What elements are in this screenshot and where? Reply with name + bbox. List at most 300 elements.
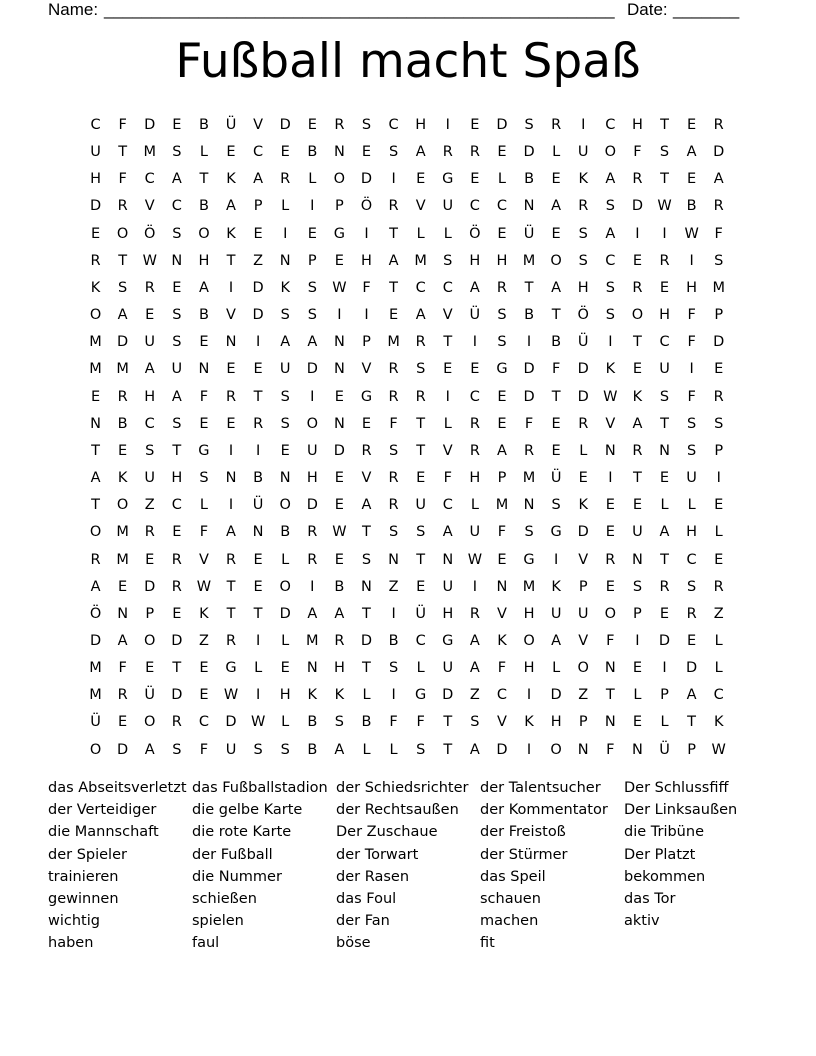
grid-letter[interactable]: S: [388, 442, 399, 459]
grid-letter[interactable]: N: [442, 551, 454, 568]
grid-letter[interactable]: I: [689, 252, 694, 269]
grid-letter[interactable]: O: [144, 632, 156, 649]
grid-letter[interactable]: I: [310, 198, 315, 215]
grid-letter[interactable]: S: [497, 307, 507, 324]
grid-letter[interactable]: F: [443, 470, 452, 487]
grid-letter[interactable]: P: [335, 198, 344, 215]
grid-letter[interactable]: A: [415, 144, 426, 161]
grid-letter[interactable]: L: [714, 524, 723, 541]
grid-letter[interactable]: A: [469, 632, 480, 649]
grid-letter[interactable]: N: [604, 442, 616, 459]
grid-letter[interactable]: S: [334, 714, 344, 731]
grid-letter[interactable]: F: [416, 714, 425, 731]
grid-letter[interactable]: R: [659, 252, 670, 269]
grid-letter[interactable]: C: [415, 632, 426, 649]
grid-letter[interactable]: Ö: [360, 198, 373, 215]
grid-letter[interactable]: G: [523, 551, 535, 568]
grid-letter[interactable]: I: [391, 605, 396, 622]
grid-letter[interactable]: S: [659, 144, 670, 161]
grid-letter[interactable]: G: [442, 171, 454, 188]
grid-letter[interactable]: V: [496, 714, 507, 731]
grid-letter[interactable]: I: [662, 225, 667, 242]
grid-letter[interactable]: N: [388, 551, 399, 568]
grid-letter[interactable]: V: [198, 551, 209, 568]
grid-letter[interactable]: D: [306, 497, 318, 514]
grid-letter[interactable]: C: [686, 551, 697, 568]
grid-letter[interactable]: U: [144, 470, 156, 487]
grid-letter[interactable]: H: [361, 252, 372, 269]
grid-letter[interactable]: V: [253, 117, 264, 133]
grid-letter[interactable]: E: [714, 551, 724, 568]
grid-letter[interactable]: P: [687, 741, 696, 758]
grid-letter[interactable]: A: [307, 334, 318, 351]
grid-letter[interactable]: F: [714, 225, 723, 242]
grid-letter[interactable]: R: [280, 171, 291, 188]
grid-letter[interactable]: S: [632, 578, 643, 595]
grid-letter[interactable]: S: [307, 307, 317, 324]
grid-letter[interactable]: S: [253, 741, 263, 758]
grid-letter[interactable]: T: [416, 551, 426, 568]
grid-letter[interactable]: P: [633, 605, 642, 622]
grid-letter[interactable]: E: [226, 144, 236, 161]
grid-letter[interactable]: R: [659, 578, 670, 595]
grid-letter[interactable]: D: [686, 660, 698, 677]
grid-letter[interactable]: B: [253, 470, 264, 487]
grid-letter[interactable]: B: [198, 117, 209, 133]
grid-letter[interactable]: E: [714, 361, 724, 378]
grid-letter[interactable]: L: [254, 660, 263, 677]
grid-letter[interactable]: Ü: [523, 225, 535, 242]
grid-letter[interactable]: E: [334, 551, 344, 568]
grid-letter[interactable]: K: [280, 279, 290, 296]
grid-letter[interactable]: S: [659, 388, 670, 405]
grid-letter[interactable]: T: [660, 551, 669, 568]
grid-letter[interactable]: A: [469, 741, 480, 758]
grid-letter[interactable]: S: [605, 307, 615, 324]
grid-letter[interactable]: A: [334, 605, 345, 622]
grid-letter[interactable]: E: [199, 415, 209, 432]
grid-letter[interactable]: E: [334, 252, 344, 269]
grid-letter[interactable]: R: [388, 361, 399, 378]
grid-letter[interactable]: T: [362, 605, 371, 622]
grid-letter[interactable]: H: [577, 279, 589, 296]
grid-letter[interactable]: T: [416, 415, 426, 432]
grid-letter[interactable]: C: [171, 198, 182, 215]
grid-letter[interactable]: P: [145, 605, 155, 622]
grid-letter[interactable]: M: [89, 361, 102, 378]
grid-letter[interactable]: K: [713, 714, 724, 731]
grid-letter[interactable]: I: [255, 632, 261, 649]
grid-letter[interactable]: I: [445, 388, 450, 405]
grid-letter[interactable]: H: [415, 117, 427, 133]
grid-letter[interactable]: D: [360, 171, 373, 188]
grid-letter[interactable]: F: [118, 660, 127, 677]
grid-letter[interactable]: N: [171, 252, 183, 269]
grid-letter[interactable]: S: [524, 524, 534, 541]
grid-letter[interactable]: A: [307, 605, 318, 622]
grid-letter[interactable]: A: [171, 388, 182, 405]
grid-letter[interactable]: D: [577, 524, 589, 541]
grid-letter[interactable]: B: [388, 632, 399, 649]
grid-letter[interactable]: C: [496, 687, 508, 704]
grid-letter[interactable]: L: [497, 171, 506, 188]
grid-letter[interactable]: U: [659, 361, 670, 378]
grid-letter[interactable]: D: [144, 117, 156, 133]
grid-letter[interactable]: A: [334, 741, 345, 758]
grid-letter[interactable]: S: [551, 497, 561, 514]
grid-letter[interactable]: E: [307, 117, 317, 133]
grid-letter[interactable]: E: [118, 578, 128, 595]
grid-letter[interactable]: B: [307, 741, 318, 758]
grid-letter[interactable]: C: [442, 497, 453, 514]
grid-letter[interactable]: N: [523, 497, 535, 514]
grid-letter[interactable]: E: [632, 497, 642, 514]
grid-letter[interactable]: I: [364, 307, 369, 324]
grid-letter[interactable]: R: [253, 415, 264, 432]
grid-letter[interactable]: I: [635, 632, 640, 649]
grid-letter[interactable]: V: [415, 198, 426, 215]
grid-letter[interactable]: E: [687, 632, 697, 649]
grid-letter[interactable]: E: [280, 442, 290, 459]
grid-letter[interactable]: A: [686, 144, 697, 161]
grid-letter[interactable]: R: [496, 279, 507, 296]
grid-letter[interactable]: D: [496, 741, 508, 758]
grid-letter[interactable]: R: [578, 415, 589, 432]
grid-letter[interactable]: M: [143, 144, 156, 161]
grid-letter[interactable]: I: [662, 660, 667, 677]
grid-letter[interactable]: U: [144, 334, 156, 351]
grid-letter[interactable]: Z: [253, 252, 264, 269]
grid-letter[interactable]: H: [442, 605, 454, 622]
grid-letter[interactable]: R: [469, 144, 480, 161]
grid-letter[interactable]: D: [171, 632, 183, 649]
grid-letter[interactable]: N: [659, 442, 670, 459]
grid-letter[interactable]: K: [307, 687, 318, 704]
grid-letter[interactable]: E: [551, 415, 561, 432]
grid-letter[interactable]: N: [333, 361, 345, 378]
grid-letter[interactable]: H: [631, 117, 643, 133]
grid-letter[interactable]: U: [442, 660, 454, 677]
grid-letter[interactable]: E: [253, 361, 263, 378]
grid-letter[interactable]: H: [144, 388, 156, 405]
grid-letter[interactable]: P: [362, 334, 371, 351]
grid-letter[interactable]: M: [387, 334, 400, 351]
grid-letter[interactable]: I: [228, 279, 234, 296]
grid-letter[interactable]: O: [89, 741, 102, 758]
grid-letter[interactable]: E: [416, 578, 426, 595]
grid-letter[interactable]: A: [469, 660, 480, 677]
grid-letter[interactable]: E: [280, 144, 290, 161]
grid-letter[interactable]: E: [659, 470, 670, 487]
grid-letter[interactable]: E: [307, 225, 317, 242]
grid-letter[interactable]: E: [199, 687, 209, 704]
grid-letter[interactable]: L: [660, 497, 669, 514]
grid-letter[interactable]: N: [577, 741, 589, 758]
grid-letter[interactable]: R: [632, 442, 643, 459]
grid-letter[interactable]: D: [496, 117, 508, 133]
grid-letter[interactable]: G: [415, 687, 427, 704]
grid-letter[interactable]: E: [443, 361, 453, 378]
grid-letter[interactable]: H: [171, 470, 183, 487]
grid-letter[interactable]: D: [658, 632, 671, 649]
grid-letter[interactable]: T: [443, 334, 453, 351]
grid-letter[interactable]: W: [332, 279, 347, 296]
grid-letter[interactable]: K: [578, 171, 588, 188]
grid-letter[interactable]: C: [659, 334, 670, 351]
grid-letter[interactable]: P: [253, 198, 263, 215]
grid-letter[interactable]: A: [253, 171, 264, 188]
grid-letter[interactable]: G: [225, 660, 237, 677]
grid-letter[interactable]: I: [255, 442, 261, 459]
grid-letter[interactable]: T: [362, 660, 371, 677]
grid-letter[interactable]: N: [90, 415, 101, 432]
grid-letter[interactable]: M: [522, 252, 536, 269]
grid-letter[interactable]: I: [608, 334, 613, 351]
grid-letter[interactable]: T: [118, 252, 128, 269]
grid-letter[interactable]: B: [551, 334, 562, 351]
grid-letter[interactable]: N: [631, 551, 643, 568]
grid-letter[interactable]: I: [581, 117, 586, 133]
grid-letter[interactable]: Ü: [550, 470, 562, 487]
grid-letter[interactable]: H: [523, 660, 535, 677]
grid-letter[interactable]: D: [523, 144, 535, 161]
grid-letter[interactable]: I: [255, 687, 261, 704]
grid-letter[interactable]: W: [603, 388, 618, 405]
grid-letter[interactable]: M: [495, 497, 509, 514]
name-field[interactable]: ______________________________________________________: [104, 0, 615, 19]
grid-letter[interactable]: L: [416, 660, 425, 677]
grid-letter[interactable]: C: [496, 198, 508, 215]
grid-letter[interactable]: L: [362, 687, 371, 704]
grid-letter[interactable]: A: [117, 307, 128, 324]
grid-letter[interactable]: N: [279, 470, 291, 487]
grid-letter[interactable]: O: [631, 307, 644, 324]
grid-letter[interactable]: B: [334, 578, 345, 595]
grid-letter[interactable]: S: [388, 660, 399, 677]
grid-letter[interactable]: U: [577, 605, 589, 622]
grid-letter[interactable]: S: [714, 252, 724, 269]
grid-letter[interactable]: S: [524, 117, 534, 133]
grid-letter[interactable]: H: [659, 307, 670, 324]
grid-letter[interactable]: L: [714, 660, 723, 677]
grid-letter[interactable]: R: [117, 388, 128, 405]
grid-letter[interactable]: T: [253, 605, 263, 622]
grid-letter[interactable]: E: [470, 171, 480, 188]
grid-letter[interactable]: E: [118, 714, 128, 731]
grid-letter[interactable]: O: [550, 252, 562, 269]
grid-letter[interactable]: L: [281, 714, 290, 731]
grid-letter[interactable]: E: [253, 551, 263, 568]
grid-letter[interactable]: R: [388, 198, 399, 215]
grid-letter[interactable]: F: [497, 660, 507, 677]
grid-letter[interactable]: B: [524, 171, 535, 188]
grid-letter[interactable]: L: [281, 198, 290, 215]
grid-letter[interactable]: E: [361, 144, 372, 161]
grid-letter[interactable]: F: [687, 307, 696, 324]
grid-letter[interactable]: S: [172, 144, 182, 161]
grid-letter[interactable]: S: [578, 225, 588, 242]
grid-letter[interactable]: A: [117, 632, 128, 649]
grid-letter[interactable]: I: [526, 687, 532, 704]
grid-letter[interactable]: E: [172, 117, 182, 133]
grid-letter[interactable]: T: [172, 442, 182, 459]
grid-letter[interactable]: G: [442, 632, 454, 649]
grid-letter[interactable]: H: [306, 470, 318, 487]
grid-letter[interactable]: E: [145, 660, 155, 677]
grid-letter[interactable]: R: [144, 279, 155, 296]
grid-letter[interactable]: K: [117, 470, 128, 487]
grid-letter[interactable]: L: [443, 415, 452, 432]
grid-letter[interactable]: V: [578, 551, 589, 568]
grid-letter[interactable]: S: [280, 415, 290, 432]
grid-letter[interactable]: A: [551, 198, 562, 215]
grid-letter[interactable]: A: [659, 524, 670, 541]
grid-letter[interactable]: N: [631, 741, 643, 758]
grid-letter[interactable]: T: [91, 497, 100, 514]
grid-letter[interactable]: L: [552, 660, 561, 677]
grid-letter[interactable]: E: [199, 660, 209, 677]
grid-letter[interactable]: W: [711, 741, 726, 758]
grid-letter[interactable]: R: [713, 198, 724, 215]
grid-letter[interactable]: Ü: [90, 714, 101, 731]
grid-letter[interactable]: S: [172, 334, 182, 351]
grid-letter[interactable]: E: [172, 524, 182, 541]
grid-letter[interactable]: I: [310, 578, 315, 595]
grid-letter[interactable]: E: [118, 442, 128, 459]
grid-letter[interactable]: S: [172, 307, 182, 324]
grid-letter[interactable]: A: [144, 361, 155, 378]
grid-letter[interactable]: D: [577, 388, 589, 405]
grid-letter[interactable]: F: [606, 632, 615, 649]
grid-letter[interactable]: S: [687, 442, 697, 459]
grid-letter[interactable]: O: [306, 415, 318, 432]
grid-letter[interactable]: I: [472, 334, 477, 351]
grid-letter[interactable]: R: [307, 551, 318, 568]
grid-letter[interactable]: N: [117, 605, 129, 622]
grid-letter[interactable]: E: [199, 334, 209, 351]
grid-letter[interactable]: B: [686, 198, 697, 215]
grid-letter[interactable]: D: [225, 714, 237, 731]
grid-letter[interactable]: F: [389, 415, 398, 432]
grid-letter[interactable]: D: [89, 198, 102, 215]
grid-letter[interactable]: A: [469, 279, 480, 296]
grid-letter[interactable]: K: [199, 605, 209, 622]
grid-letter[interactable]: F: [118, 171, 127, 188]
grid-letter[interactable]: U: [90, 144, 101, 161]
grid-letter[interactable]: D: [360, 632, 373, 649]
grid-letter[interactable]: E: [226, 415, 236, 432]
grid-letter[interactable]: V: [361, 361, 372, 378]
grid-letter[interactable]: F: [199, 524, 209, 541]
grid-letter[interactable]: Ü: [577, 334, 589, 351]
grid-letter[interactable]: T: [172, 660, 182, 677]
grid-letter[interactable]: R: [361, 442, 372, 459]
grid-letter[interactable]: Ü: [144, 687, 156, 704]
grid-letter[interactable]: Z: [144, 497, 155, 514]
grid-letter[interactable]: T: [389, 225, 398, 242]
grid-letter[interactable]: H: [686, 279, 698, 296]
grid-letter[interactable]: T: [226, 252, 236, 269]
grid-letter[interactable]: V: [144, 198, 155, 215]
grid-letter[interactable]: P: [714, 442, 724, 459]
grid-letter[interactable]: C: [713, 687, 724, 704]
grid-letter[interactable]: D: [89, 632, 102, 649]
grid-letter[interactable]: R: [686, 605, 697, 622]
grid-letter[interactable]: R: [225, 551, 237, 568]
grid-letter[interactable]: E: [90, 388, 101, 405]
grid-letter[interactable]: Ö: [469, 225, 481, 242]
grid-letter[interactable]: N: [496, 578, 508, 595]
grid-letter[interactable]: E: [497, 388, 507, 405]
grid-letter[interactable]: E: [334, 497, 344, 514]
grid-letter[interactable]: E: [632, 361, 642, 378]
grid-letter[interactable]: S: [714, 415, 724, 432]
grid-letter[interactable]: C: [442, 279, 453, 296]
grid-letter[interactable]: R: [578, 198, 589, 215]
grid-letter[interactable]: T: [660, 171, 669, 188]
grid-letter[interactable]: A: [496, 442, 507, 459]
grid-letter[interactable]: E: [497, 415, 507, 432]
grid-letter[interactable]: U: [306, 442, 318, 459]
grid-letter[interactable]: Z: [713, 605, 724, 622]
grid-letter[interactable]: D: [252, 307, 264, 324]
grid-letter[interactable]: I: [445, 117, 450, 133]
grid-letter[interactable]: T: [253, 388, 263, 405]
grid-letter[interactable]: F: [199, 741, 209, 758]
grid-letter[interactable]: R: [524, 442, 535, 459]
grid-letter[interactable]: R: [632, 279, 643, 296]
grid-letter[interactable]: K: [226, 225, 236, 242]
grid-letter[interactable]: D: [117, 334, 129, 351]
grid-letter[interactable]: I: [255, 334, 261, 351]
grid-letter[interactable]: E: [253, 578, 263, 595]
grid-letter[interactable]: R: [307, 524, 318, 541]
grid-letter[interactable]: S: [280, 388, 290, 405]
grid-letter[interactable]: K: [334, 687, 345, 704]
grid-letter[interactable]: I: [608, 470, 613, 487]
grid-letter[interactable]: I: [391, 687, 396, 704]
grid-letter[interactable]: C: [144, 171, 155, 188]
grid-letter[interactable]: W: [196, 578, 212, 595]
grid-letter[interactable]: B: [307, 144, 318, 161]
grid-letter[interactable]: O: [604, 605, 617, 622]
grid-letter[interactable]: U: [686, 470, 697, 487]
grid-letter[interactable]: D: [442, 687, 454, 704]
grid-letter[interactable]: S: [497, 334, 507, 351]
grid-letter[interactable]: S: [470, 714, 480, 731]
grid-letter[interactable]: A: [90, 470, 101, 487]
grid-letter[interactable]: U: [442, 198, 454, 215]
grid-letter[interactable]: I: [554, 551, 559, 568]
grid-letter[interactable]: A: [171, 171, 182, 188]
grid-letter[interactable]: C: [144, 415, 155, 432]
grid-letter[interactable]: A: [144, 741, 155, 758]
grid-letter[interactable]: L: [552, 144, 561, 161]
grid-letter[interactable]: C: [388, 117, 399, 133]
grid-letter[interactable]: L: [660, 714, 669, 731]
grid-letter[interactable]: G: [198, 442, 210, 459]
grid-letter[interactable]: P: [497, 470, 507, 487]
grid-letter[interactable]: S: [172, 225, 182, 242]
grid-letter[interactable]: L: [579, 442, 588, 459]
grid-letter[interactable]: N: [306, 660, 318, 677]
grid-letter[interactable]: N: [279, 252, 291, 269]
grid-letter[interactable]: A: [551, 632, 562, 649]
grid-letter[interactable]: R: [90, 551, 101, 568]
grid-letter[interactable]: O: [523, 632, 535, 649]
grid-letter[interactable]: V: [442, 307, 453, 324]
grid-letter[interactable]: M: [306, 632, 319, 649]
